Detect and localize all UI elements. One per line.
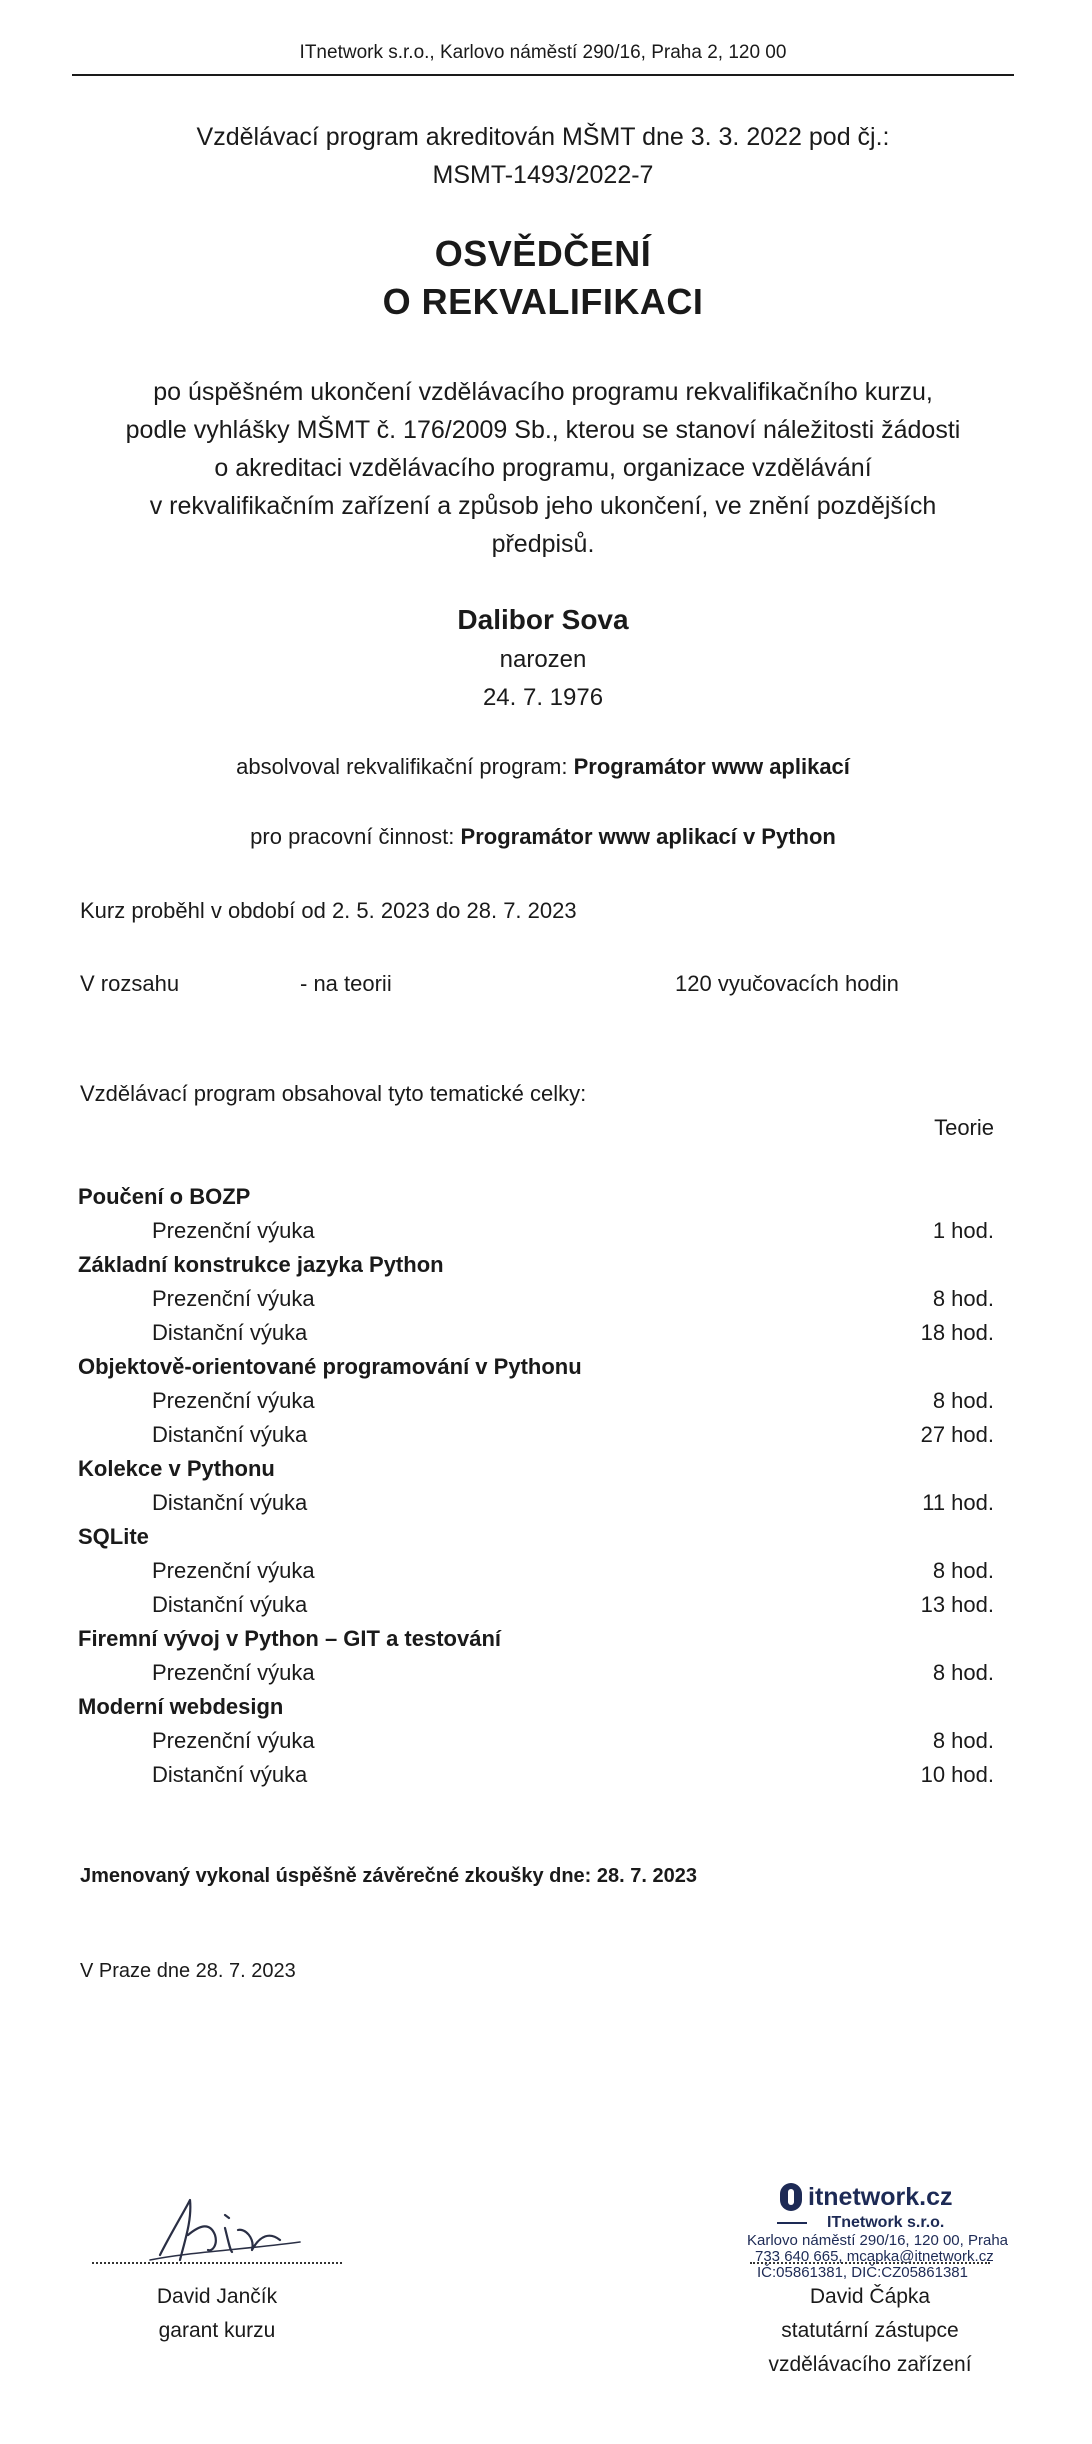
page-title [72,230,1014,326]
topic-row [78,1418,994,1452]
contents-intro: Vzdělávací program obsahoval tyto tematické celky: [80,1081,587,1106]
topic-title: Objektově-orientované programování v Pythonu [78,1354,582,1379]
course-period: Kurz proběhl v období od 2. 5. 2023 do 28. 7. 2023 [80,898,577,923]
intro-line-2: podle vyhlášky MŠMT č. 176/2009 Sb., kterou se stanoví náležitosti žádosti [125,416,961,444]
person-name: Dalibor Sova [457,604,629,635]
row-hours: 8 hod. [932,1660,994,1685]
signature-left [92,2280,342,2348]
signature-line-right [750,2262,990,2264]
topic-title: Základní konstrukce jazyka Python [78,1252,444,1277]
row-label: Distanční výuka [152,1320,308,1345]
topic-row [78,1384,994,1418]
title-line-1: OSVĚDČENÍ [434,233,652,274]
exam-statement: Jmenovaný vykonal úspěšně závěrečné zkoušky dne: 28. 7. 2023 [80,1865,697,1887]
signature-right [740,2280,1000,2382]
stamp-logo [780,2182,952,2212]
row-label: Prezenční výuka [152,1728,315,1753]
row-hours: 11 hod. [922,1490,994,1515]
signatory-name: David Jančík [156,2285,278,2308]
title-line-2: O REKVALIFIKACI [382,281,704,322]
stamp-contact: 733 640 665, mcapka@itnetwork.cz [755,2248,994,2265]
stamp-dash [777,2222,807,2224]
handwritten-signature-icon [130,2180,310,2270]
signatory-role-line-2: vzdělávacího zařízení [768,2353,972,2376]
topic-title: SQLite [78,1524,149,1549]
row-label: Prezenční výuka [152,1286,315,1311]
stamp-ids: IČ:05861381, DIČ:CZ05861381 [757,2264,968,2281]
topic-row [78,1554,994,1588]
topic-title: Firemní vývoj v Python – GIT a testování [78,1626,502,1651]
place-date: V Praze dne 28. 7. 2023 [80,1960,296,1982]
row-label: Distanční výuka [152,1762,308,1787]
intro-line-5: předpisů. [491,530,595,558]
row-label: Prezenční výuka [152,1388,315,1413]
topic-row [78,1214,994,1248]
row-hours: 8 hod. [932,1728,994,1753]
program-value: Programátor www aplikací [573,754,850,779]
company-stamp [735,2180,1015,2280]
theory-column-header: Teorie [934,1115,994,1140]
signatory-role-line-1: statutární zástupce [781,2319,959,2342]
scope-hours: 120 vyučovacích hodin [675,971,899,996]
intro-line-4: v rekvalifikačním zařízení a způsob jeho ukončení, ve znění pozdějších [149,492,937,520]
topic-row [78,1724,994,1758]
accreditation [72,118,1014,194]
stamp-logo-text: itnetwork.cz [808,2183,953,2211]
row-hours: 18 hod. [920,1320,994,1345]
work-label: pro pracovní činnost: [250,824,455,849]
itnetwork-logo-icon [780,2183,802,2211]
row-hours: 27 hod. [920,1422,994,1447]
signatory-role: garant kurzu [158,2319,276,2342]
topic-row [78,1758,994,1792]
stamp-company: ITnetwork s.r.o. [827,2214,945,2231]
row-label: Prezenční výuka [152,1660,315,1685]
row-hours: 10 hod. [920,1762,994,1787]
intro-paragraph [72,373,1014,563]
scope-label: V rozsahu [80,971,180,996]
intro-line-1: po úspěšném ukončení vzdělávacího programu rekvalifikačního kurzu, [153,378,933,406]
row-label: Distanční výuka [152,1490,308,1515]
birth-date: 24. 7. 1976 [482,684,604,711]
topic-title: Poučení o BOZP [78,1184,251,1209]
accreditation-line-2: MSMT-1493/2022-7 [432,161,654,189]
topic-row [78,1656,994,1690]
row-hours: 8 hod. [932,1388,994,1413]
row-hours: 8 hod. [932,1558,994,1583]
topic-title: Moderní webdesign [78,1694,284,1719]
topic-title: Kolekce v Pythonu [78,1456,275,1481]
accreditation-line-1: Vzdělávací program akreditován MŠMT dne 3. 3. 2022 pod čj.: [196,123,890,151]
program-label: absolvoval rekvalifikační program: [236,754,568,779]
row-label: Distanční výuka [152,1422,308,1447]
row-hours: 8 hod. [932,1286,994,1311]
row-label: Distanční výuka [152,1592,308,1617]
header-rule [72,74,1014,76]
row-hours: 13 hod. [920,1592,994,1617]
signature-line-left [92,2262,342,2264]
row-hours: 1 hod. [932,1218,994,1243]
topic-row [78,1588,994,1622]
topics-list [78,1180,994,1792]
scope-type: - na teorii [300,971,392,996]
work-line [72,820,1014,854]
intro-line-3: o akreditaci vzdělávacího programu, organizace vzdělávání [214,454,872,482]
topic-row [78,1316,994,1350]
work-value: Programátor www aplikací v Python [460,824,836,849]
signatory-name: David Čápka [809,2285,931,2308]
born-label: narozen [499,646,587,673]
header-org: ITnetwork s.r.o., Karlovo náměstí 290/16, Praha 2, 120 00 [299,42,787,63]
program-line [72,750,1014,784]
row-label: Prezenční výuka [152,1558,315,1583]
topic-row [78,1282,994,1316]
stamp-address: Karlovo náměstí 290/16, 120 00, Praha [747,2232,1009,2249]
row-label: Prezenční výuka [152,1218,315,1243]
topic-row [78,1486,994,1520]
